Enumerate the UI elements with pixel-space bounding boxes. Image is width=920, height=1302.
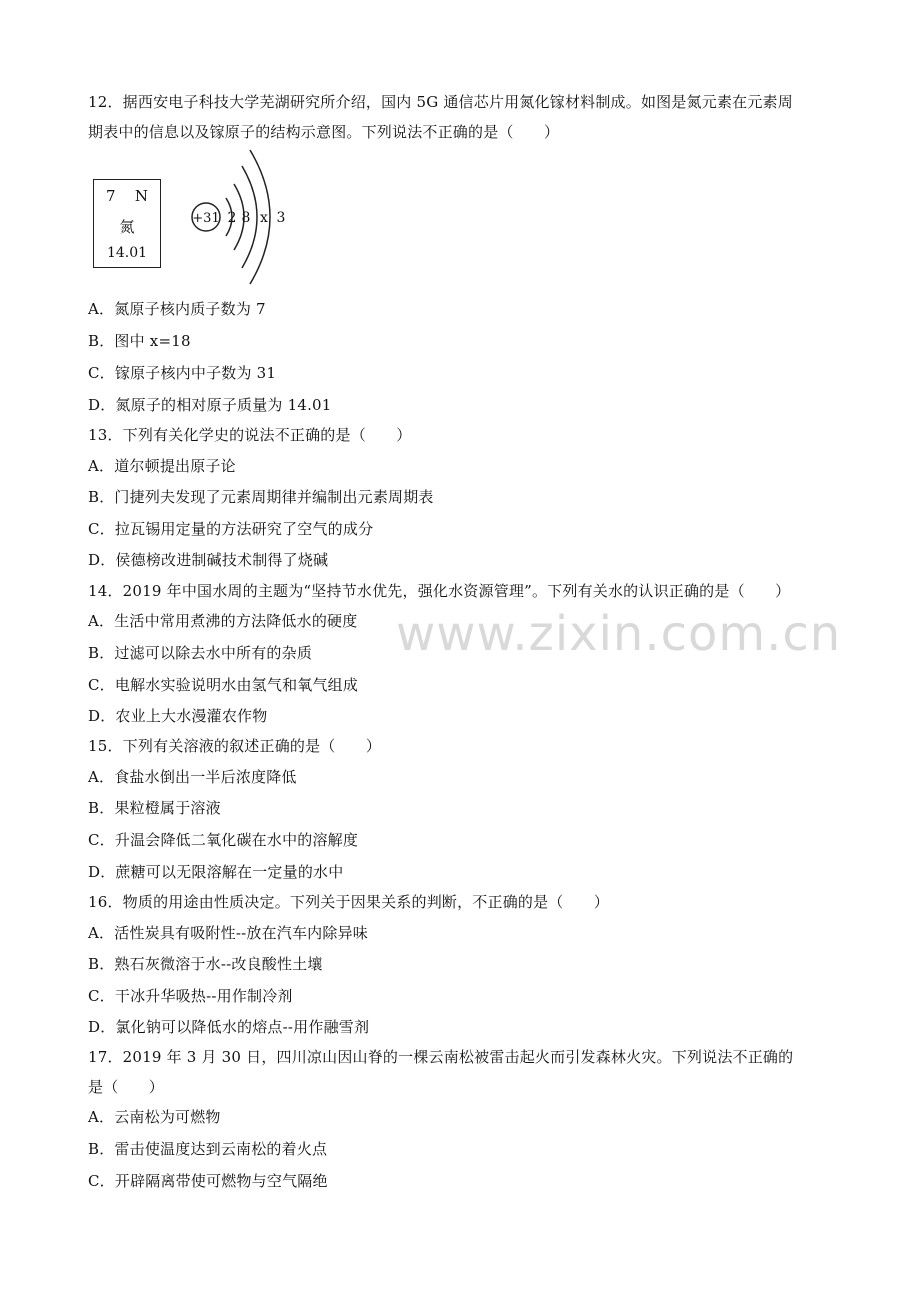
q15-option-c: C．升温会降低二氧化碳在水中的溶解度 <box>88 831 359 849</box>
q17-option-c: C．开辟隔离带使可燃物与空气隔绝 <box>88 1172 328 1190</box>
nucleus-charge: +31 <box>192 211 220 226</box>
q16-option-a: A．活性炭具有吸附性--放在汽车内除异味 <box>88 924 368 942</box>
element-symbol: N <box>134 187 148 205</box>
q13-stem: 13．下列有关化学史的说法不正确的是（ ） <box>88 426 412 444</box>
q15-option-b: B．果粒橙属于溶液 <box>88 799 221 817</box>
q14-option-b: B．过滤可以除去水中所有的杂质 <box>88 644 313 662</box>
q13-option-b: B．门捷列夫发现了元素周期律并编制出元素周期表 <box>88 488 434 506</box>
q12-option-c: C．镓原子核内中子数为 31 <box>88 364 277 382</box>
atomic-number: 7 <box>106 187 116 205</box>
q15-option-d: D．蔗糖可以无限溶解在一定量的水中 <box>88 863 344 881</box>
q14-option-d: D．农业上大水漫灌农作物 <box>88 707 268 725</box>
element-name: 氮 <box>119 218 135 236</box>
nitrogen-element-card <box>93 179 161 268</box>
q16-option-d: D．氯化钠可以降低水的熔点--用作融雪剂 <box>88 1018 370 1036</box>
q14-option-c: C．电解水实验说明水由氢气和氧气组成 <box>88 676 359 694</box>
gallium-atom-diagram <box>182 146 292 286</box>
q12-option-b: B．图中 x=18 <box>88 332 191 350</box>
shell-4-electrons: 3 <box>276 210 286 226</box>
q12-stem-line2: 期表中的信息以及镓原子的结构示意图。下列说法不正确的是（ ） <box>88 123 560 141</box>
q15-option-a: A．食盐水倒出一半后浓度降低 <box>88 768 297 786</box>
q17-stem-line2: 是（ ） <box>88 1078 165 1096</box>
q17-option-b: B．雷击使温度达到云南松的着火点 <box>88 1140 328 1158</box>
q17-option-a: A．云南松为可燃物 <box>88 1108 221 1126</box>
q12-option-d: D．氮原子的相对原子质量为 14.01 <box>88 396 332 414</box>
shell-3-electrons: x <box>260 210 268 226</box>
q13-option-c: C．拉瓦锡用定量的方法研究了空气的成分 <box>88 520 374 538</box>
q12-option-a: A．氮原子核内质子数为 7 <box>88 300 266 318</box>
q17-stem-line1: 17．2019 年 3 月 30 日，四川凉山因山脊的一棵云南松被雷击起火而引发森林火灾。下列说法不正确的 <box>88 1048 794 1066</box>
q16-option-b: B．熟石灰微溶于水--改良酸性土壤 <box>88 955 323 973</box>
shell-1-electrons: 2 <box>227 210 237 226</box>
q14-option-a: A．生活中常用煮沸的方法降低水的硬度 <box>88 612 358 630</box>
q14-stem: 14．2019 年中国水周的主题为“坚持节水优先，强化水资源管理”。下列有关水的认识正确的是（ ） <box>88 582 791 600</box>
atomic-mass: 14.01 <box>106 245 148 261</box>
watermark-text: www.zixin.com.cn <box>396 606 842 662</box>
q13-option-a: A．道尔顿提出原子论 <box>88 457 236 475</box>
q16-option-c: C．干冰升华吸热--用作制冷剂 <box>88 987 293 1005</box>
q12-stem-line1: 12．据西安电子科技大学芜湖研究所介绍，国内 5G 通信芯片用氮化镓材料制成。如图是氮元素在元素周 <box>88 93 793 111</box>
q13-option-d: D．侯德榜改进制碱技术制得了烧碱 <box>88 551 329 569</box>
q15-stem: 15．下列有关溶液的叙述正确的是（ ） <box>88 737 382 755</box>
shell-2-electrons: 8 <box>241 210 251 226</box>
q16-stem: 16．物质的用途由性质决定。下列关于因果关系的判断，不正确的是（ ） <box>88 893 610 911</box>
